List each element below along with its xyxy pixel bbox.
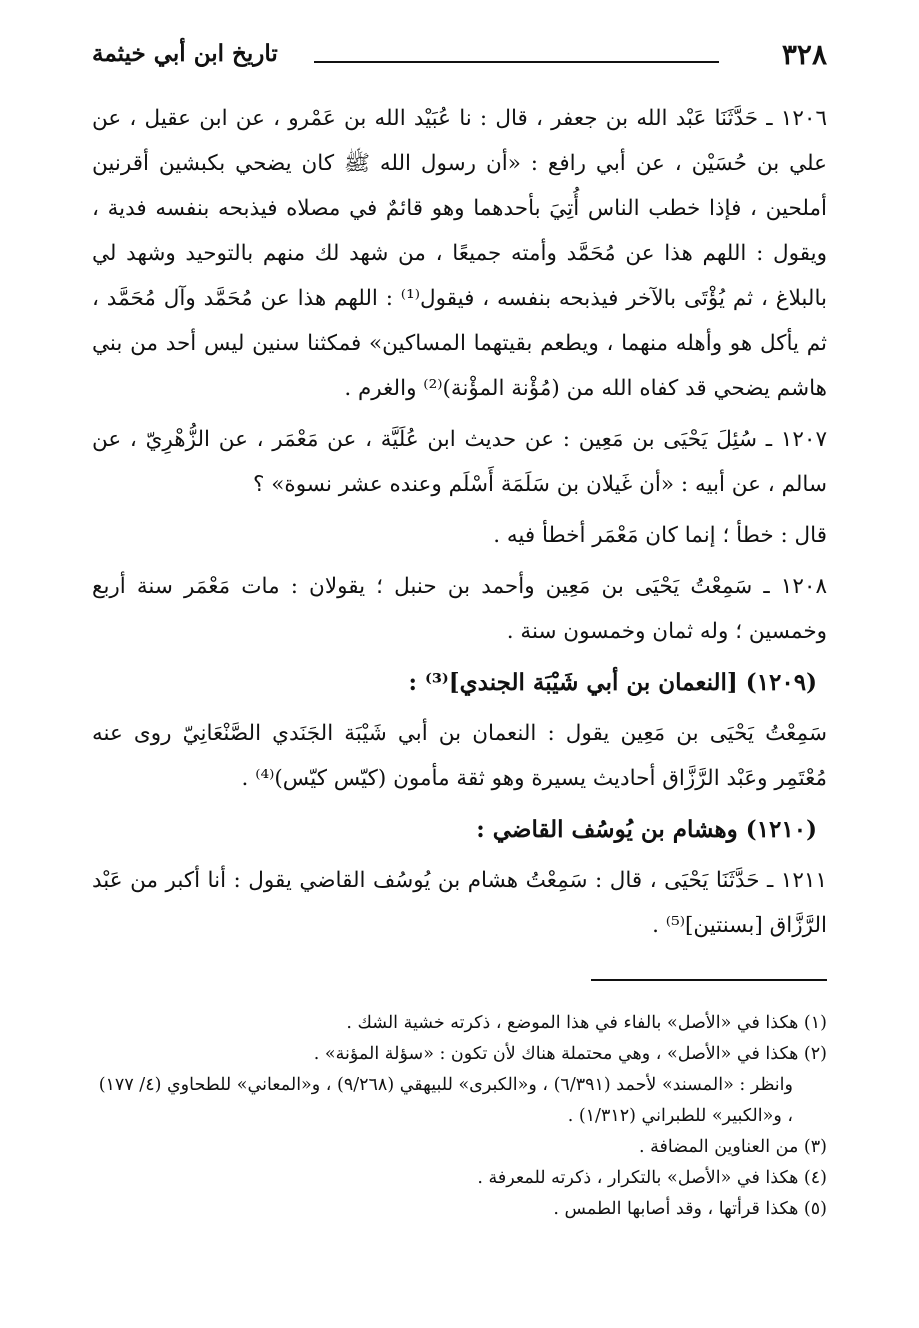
- entry-1207-answer: قال : خطأ ؛ إنما كان مَعْمَر أخطأ فيه .: [493, 523, 827, 548]
- footnotes: [92, 1008, 827, 1225]
- footnote-4: (٤) هكذا في «الأصل» بالتكرار ، ذكرته للمعرفة .: [477, 1168, 827, 1188]
- main-text: [92, 96, 827, 954]
- footnote-2-continuation: وانظر : «المسند» لأحمد (٦/٣٩١) ، و«الكبرى» للبيهقي (٩/٢٦٨) ، و«المعاني» للطحاوي (٤/ ١٧٧) ، و«الكبير» للطبراني (١/٣١٢) .: [98, 1075, 793, 1126]
- footnote-3: (٣) من العناوين المضافة .: [638, 1137, 827, 1157]
- entry-1211: ١٢١١ ـ حَدَّثَنَا يَحْيَى ، قال : سَمِعْتُ هشام بن يُوسُف القاضي يقول : أنا أكبر من عَبْد الرَّزَّاق [بسنتين]⁽⁵⁾ .: [92, 868, 827, 938]
- heading-1209: (١٢٠٩) [النعمان بن أبي شَيْبَة الجندي]⁽³⁾ :: [408, 669, 817, 696]
- footnote-1: (١) هكذا في «الأصل» بالفاء في هذا الموضع ، ذكرته خشية الشك .: [346, 1013, 827, 1033]
- page-number: ٣٢٨: [781, 38, 827, 71]
- footnote-2: (٢) هكذا في «الأصل» ، وهي محتملة هناك لأن تكون : «سؤلة المؤنة» .: [313, 1044, 827, 1064]
- header-rule: [314, 61, 719, 63]
- page-header: [92, 34, 827, 78]
- heading-1210: (١٢١٠) وهشام بن يُوسُف القاضي :: [476, 816, 817, 843]
- entry-1206: ١٢٠٦ ـ حَدَّثَنَا عَبْد الله بن جعفر ، قال : نا عُبَيْد الله بن عَمْرو ، عن ابن عقيل ، عن علي بن حُسَيْن ، عن أبي رافع : «أن رسول الله ﷺ كان يضحي بكبشين أقرنين أملحين ، فإذا خطب الناس أُتِيَ بأحدهما وهو قائمٌ في مصلاه فيذبحه بنفسه فدية ، ويقول : اللهم هذا عن مُحَمَّد وأمته جميعًا ، من شهد لك منهم بالتوحيد وشهد لي بالبلاغ ، ثم يُؤْتَى بالآخر فيذبحه بنفسه ، فيقول⁽¹⁾ : اللهم هذا عن مُحَمَّد وآل مُحَمَّد ، ثم يأكل هو وأهله منهما ، ويطعم بقيتهما المساكين» فمكثنا سنين ليس أحد من بني هاشم يضحي قد كفاه الله من (مُؤْنة المؤْنة)⁽²⁾ والغرم .: [92, 106, 827, 401]
- entry-1209: سَمِعْتُ يَحْيَى بن مَعِين يقول : النعمان بن أبي شَيْبَة الجَنَدي الصَّنْعَانِيّ روى عنه مُعْتَمِر وعَبْد الرَّزَّاق أحاديث يسيرة وهو ثقة مأمون (كيّس كيّس)⁽⁴⁾ .: [92, 721, 827, 791]
- footnote-5: (٥) هكذا قرأتها ، وقد أصابها الطمس .: [553, 1199, 827, 1219]
- footnote-separator: [591, 979, 827, 981]
- running-title: تاريخ ابن أبي خيثمة: [92, 40, 278, 67]
- entry-1208: ١٢٠٨ ـ سَمِعْتُ يَحْيَى بن مَعِين وأحمد بن حنبل ؛ يقولان : مات مَعْمَر سنة أربع وخمسين ؛ وله ثمان وخمسون سنة .: [92, 574, 827, 644]
- entry-1207: ١٢٠٧ ـ سُئِلَ يَحْيَى بن مَعِين : عن حديث ابن عُلَيَّة ، عن مَعْمَر ، عن الزُّهْرِيّ ، عن سالم ، عن أبيه : «أن غَيلان بن سَلَمَة أَسْلَم وعنده عشر نسوة» ؟: [92, 427, 827, 497]
